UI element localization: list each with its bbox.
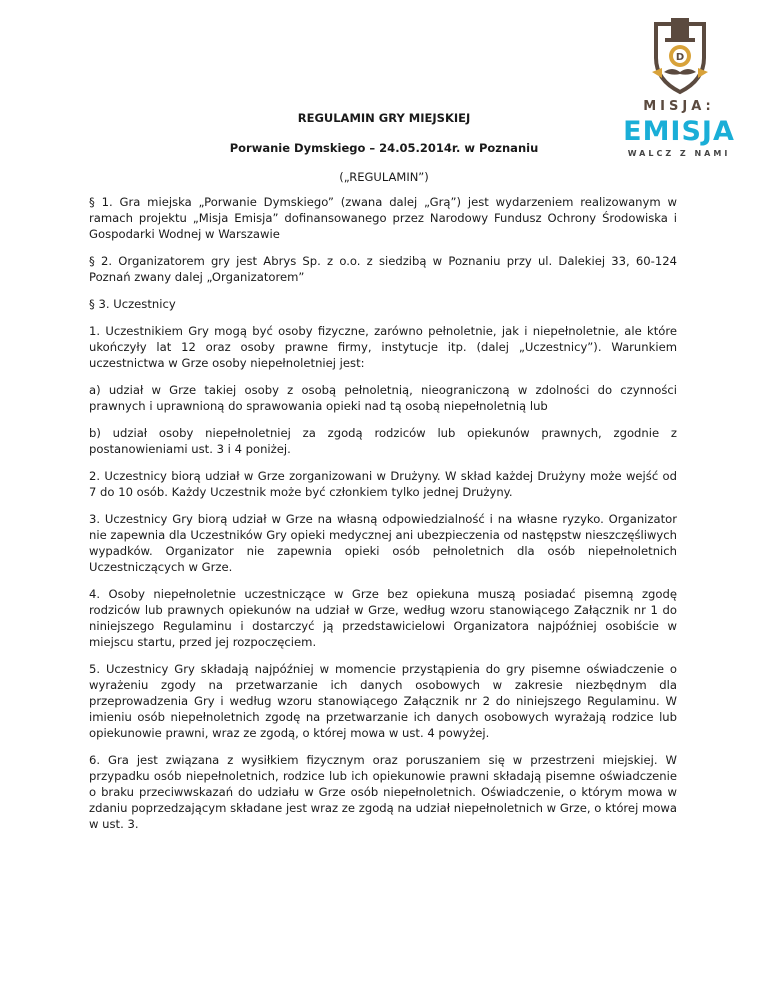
emblem-letter: D [675, 52, 685, 63]
paragraph-3-b: b) udział osoby niepełnoletniej za zgodą rodziców lub opiekunów prawnych, zgodnie z postanowieniami ust. 3 i 4 poniżej. [89, 426, 677, 456]
shield-emblem-icon [652, 16, 708, 96]
paragraph-2: § 2. Organizatorem gry jest Abrys Sp. z o.o. z siedzibą w Poznaniu przy ul. Dalekiej 33, 60-124 Poznań zwany dalej „Organizatorem” [89, 254, 677, 284]
section-heading-uczestnicy: § 3. Uczestnicy [89, 297, 176, 311]
paragraph-3-4: 4. Osoby niepełnoletnie uczestniczące w Grze bez opiekuna muszą posiadać pisemną zgodę rodziców lub prawnych opiekunów na udział w Grze, według wzoru stanowiącego Załącznik nr 1 do niniejszego Regulaminu i dostarczyć ją przedstawicielowi Organizatora najpóźniej osobiście w miejscu startu, przed jej rozpoczęciem. [89, 587, 677, 649]
paragraph-3-5: 5. Uczestnicy Gry składają najpóźniej w momencie przystąpienia do gry pisemne oświadczenie o wyrażeniu zgody na przetwarzanie ich danych osobowych w zakresie niezbędnym dla przeprowadzenia Gry i według wzoru stanowiącego Załącznik nr 2 do niniejszego Regulaminu. W imieniu osób niepełnoletnich zgodę na przetwarzanie ich danych osobowych wyrażają rodzice lub opiekunowie prawni, wraz ze zgodą, o której mowa w ust. 4 powyżej. [89, 662, 677, 740]
paragraph-3-a: a) udział w Grze takiej osoby z osobą pełnoletnią, nieograniczoną w zdolności do czynności prawnych i uprawnioną do sprawowania opieki nad tą osobą niepełnoletnią lub [89, 383, 677, 413]
paragraph-3-1: 1. Uczestnikiem Gry mogą być osoby fizyczne, zarówno pełnoletnie, jak i niepełnoletnie, ale które ukończyły lat 12 oraz osoby prawne firmy, instytucje itp. (dalej „Uczestnicy”). Warunkiem uczestnictwa w Grze osoby niepełnoletniej jest: [89, 324, 677, 370]
paragraph-3-3: 3. Uczestnicy Gry biorą udział w Grze na własną odpowiedzialność i na własne ryzyko. Organizator nie zapewnia dla Uczestników Gry opieki medycznej ani ubezpieczenia od następstw nieszczęśliwych wypadków. Organizator nie zapewnia opieki osób pełnoletnich dla osób niepełnoletnich Uczestniczących w Grze. [89, 512, 677, 574]
document-title: REGULAMIN GRY MIEJSKIEJ [297, 111, 471, 125]
logo-tagline: WALCZ Z NAMI [627, 149, 731, 158]
paragraph-1: § 1. Gra miejska „Porwanie Dymskiego” (zwana dalej „Grą”) jest wydarzeniem realizowanym w ramach projektu „Misja Emisja” dofinansowanego przez Narodowy Fundusz Ochrony Środowiska i Gospodarki Wodnej w Warszawie [89, 195, 677, 241]
document-subtitle: Porwanie Dymskiego – 24.05.2014r. w Poznaniu [229, 141, 539, 155]
misja-emisja-logo [604, 16, 754, 156]
logo-line-1: MISJA: [643, 99, 715, 114]
logo-line-2: EMISJA [623, 116, 735, 147]
document-label: („REGULAMIN”) [339, 170, 429, 184]
paragraph-3-2: 2. Uczestnicy biorą udział w Grze zorganizowani w Drużyny. W skład każdej Drużyny może wejść od 7 do 10 osób. Każdy Uczestnik może być członkiem tylko jednej Drużyny. [89, 469, 677, 499]
paragraph-3-6: 6. Gra jest związana z wysiłkiem fizycznym oraz poruszaniem się w przestrzeni miejskiej. W przypadku osób niepełnoletnich, rodzice lub ich opiekunowie prawni składają pisemne oświadczenie o braku przeciwwskazań do udziału w Grze osób niepełnoletnich. Oświadczenie, o którym mowa w zdaniu poprzedzającym składane jest wraz ze zgodą na udział niepełnoletnich w Grze, o której mowa w ust. 3. [89, 753, 677, 831]
document-body [89, 194, 677, 843]
